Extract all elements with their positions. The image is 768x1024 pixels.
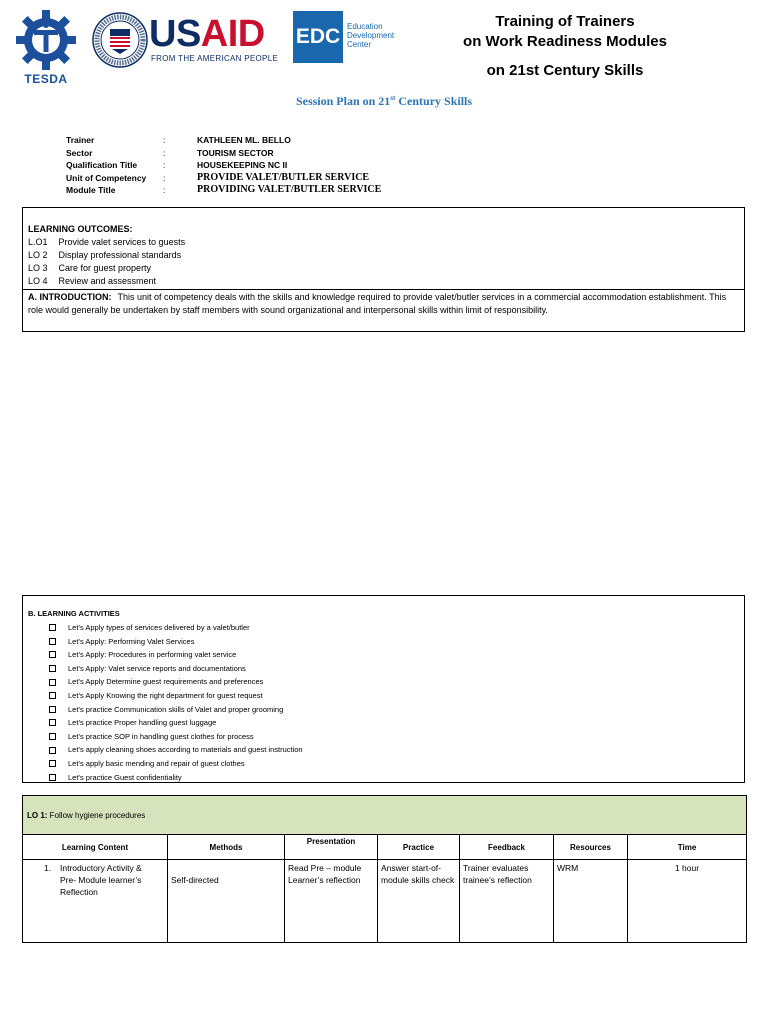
usaid-tagline: FROM THE AMERICAN PEOPLE [151, 54, 279, 63]
checkbox-icon [49, 706, 56, 713]
column-header: Feedback [460, 835, 554, 860]
column-header: Time [628, 835, 747, 860]
lo1-table [22, 795, 747, 943]
checkbox-icon [49, 774, 56, 781]
learning-outcomes-heading: LEARNING OUTCOMES: [28, 224, 133, 234]
checkbox-icon [49, 624, 56, 631]
table-row [23, 860, 747, 943]
learning-content-cell: 1. Introductory Activity & Pre- Module learner’s Reflection [23, 860, 168, 943]
checkbox-icon [49, 733, 56, 740]
activity-item: Let’s Apply Knowing the right department for guest request [49, 689, 303, 703]
title-line-2: on Work Readiness Modules [463, 33, 667, 50]
checkbox-icon [49, 692, 56, 699]
introduction-text: A. INTRODUCTION: This unit of competency deals with the skills and knowledge required to provide valet/butler services in a commercial accommodation establishment. This role would generally be undertaken by staff members with sound organizational and interpersonal skills within limit of responsibility. [28, 292, 727, 315]
activity-item: Let’s apply basic mending and repair of guest clothes [49, 757, 303, 771]
unit-value: PROVIDE VALET/BUTLER SERVICE [197, 171, 370, 183]
lo-header [23, 796, 747, 835]
usaid-wordmark-aid: AID [200, 13, 265, 55]
title-line-3: on 21st Century Skills [486, 62, 644, 79]
tesda-label: TESDA [24, 72, 68, 86]
edc-logo: EDC [293, 11, 343, 63]
activity-item: Let’s practice Proper handling guest luggage [49, 716, 303, 730]
qualification-value: HOUSEKEEPING NC II [197, 160, 288, 170]
checkbox-icon [49, 638, 56, 645]
resources-cell: WRM [554, 860, 628, 943]
usaid-logo [149, 14, 279, 64]
presentation-cell: Read Pre – module Learner’s reflection [285, 860, 378, 943]
usaid-seal-logo [92, 12, 148, 68]
activity-item: Let’s Apply: Performing Valet Services [49, 635, 303, 649]
activity-item: Let’s Apply: Procedures in performing valet service [49, 648, 303, 662]
activity-item: Let’s Apply: Valet service reports and documentations [49, 662, 303, 676]
learning-outcomes-box [22, 207, 745, 332]
outcome-item: L.O1 Provide valet services to guests [28, 237, 186, 247]
document-title [420, 12, 710, 81]
checkbox-icon [49, 747, 56, 754]
checkbox-icon [49, 651, 56, 658]
activity-item: Let’s practice Guest confidentiality [49, 771, 303, 785]
checkbox-icon [49, 760, 56, 767]
time-cell: 1 hour [628, 860, 747, 943]
sector-value: TOURISM SECTOR [197, 147, 274, 158]
practice-cell: Answer start-of-module skills check [378, 860, 460, 943]
activity-item: Let’s practice SOP in handling guest clothes for process [49, 730, 303, 744]
title-line-1: Training of Trainers [495, 13, 635, 30]
trainer-name: KATHLEEN ML. BELLO [197, 135, 291, 145]
column-header: Practice [378, 835, 460, 860]
activity-item: Let’s Apply types of services delivered by a valet/butler [49, 621, 303, 635]
checkbox-icon [49, 665, 56, 672]
checkbox-icon [49, 719, 56, 726]
column-header: Learning Content [23, 835, 168, 860]
tesda-logo [14, 8, 78, 86]
checkbox-icon [49, 679, 56, 686]
activity-item: Let’s apply cleaning shoes according to materials and guest instruction [49, 743, 303, 757]
tesda-gear-icon [14, 8, 78, 72]
learning-activities-heading: B. LEARNING ACTIVITIES [28, 609, 120, 618]
method-cell: Self-directed [168, 860, 285, 943]
feedback-cell: Trainer evaluates trainee’s reflection [460, 860, 554, 943]
lo-code: LO 1: [27, 810, 48, 820]
usaid-wordmark-us: US [149, 13, 201, 55]
column-header: Presentation [285, 835, 378, 860]
learning-activities-box [22, 595, 745, 783]
session-plan-title: Session Plan on 21st Century Skills [295, 94, 473, 108]
activity-list [49, 621, 303, 784]
introduction-label: A. INTRODUCTION: [28, 292, 112, 302]
outcome-item: LO 2 Display professional standards [28, 250, 182, 260]
column-header: Methods [168, 835, 285, 860]
column-header: Resources [554, 835, 628, 860]
lo-title: Follow hygiene procedures [47, 810, 146, 820]
outcome-item: LO 3 Care for guest property [28, 263, 152, 273]
activity-item: Let’s Apply Determine guest requirements and preferences [49, 675, 303, 689]
edc-name: Education Development Center [347, 22, 395, 49]
module-value: PROVIDING VALET/BUTLER SERVICE [197, 184, 382, 195]
activity-item: Let’s practice Communication skills of Valet and proper grooming [49, 703, 303, 717]
outcome-item: LO 4 Review and assessment [28, 276, 157, 286]
